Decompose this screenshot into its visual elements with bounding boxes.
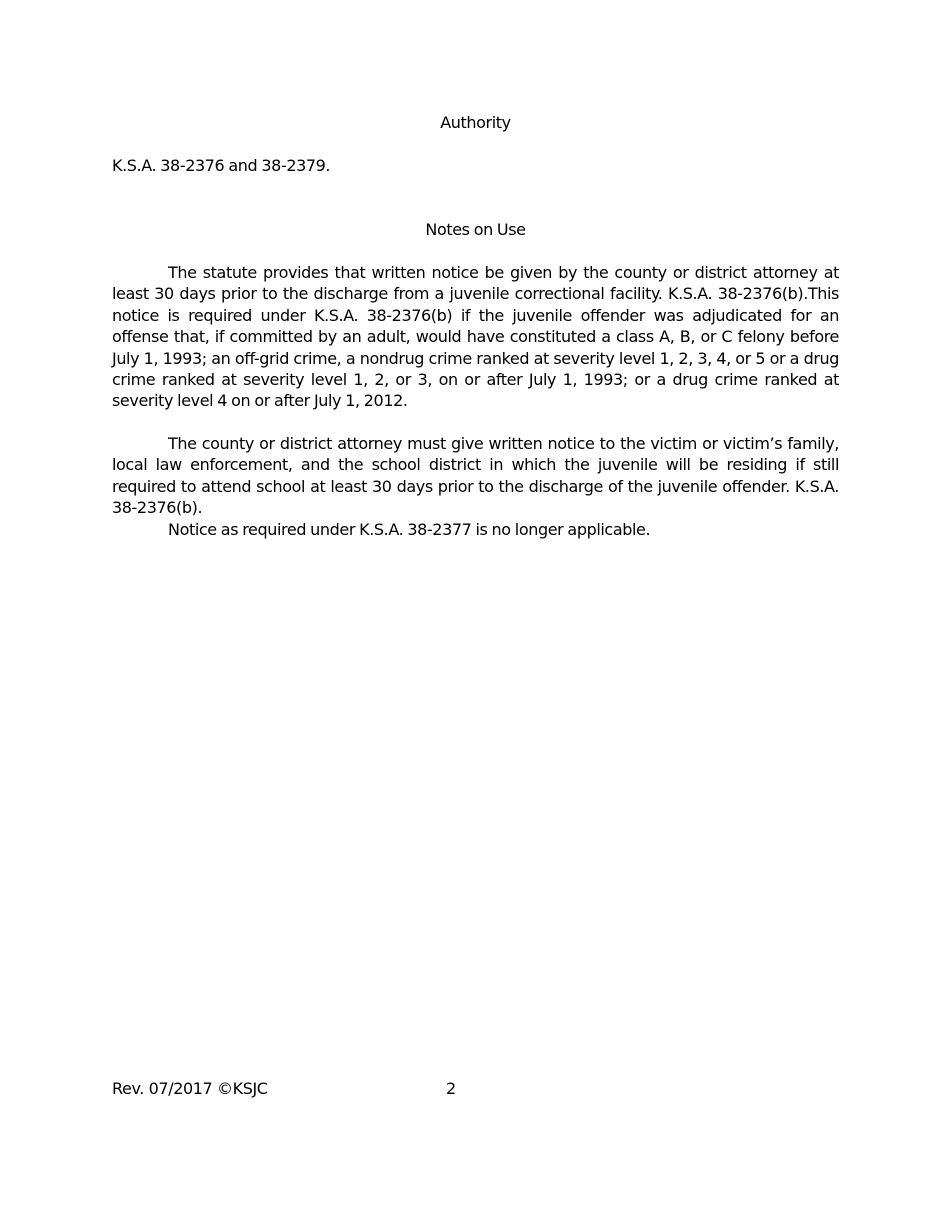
notes-on-use-heading: Notes on Use — [425, 220, 526, 239]
footer-page-number: 2 — [446, 1079, 457, 1098]
notes-paragraph-3: Notice as required under K.S.A. 38-2377 is no longer applicable. — [168, 520, 651, 539]
authority-citation: K.S.A. 38-2376 and 38-2379. — [112, 156, 331, 175]
notes-paragraph-2: The county or district attorney must give written notice to the victim or victim’s family, local law enforcement, and the school district in which the juvenile will be residing if still required to attend school at least 30 days prior to the discharge of the juvenile offender. K.S.A. 38-2376(b). — [112, 434, 839, 518]
authority-heading: Authority — [440, 113, 511, 132]
footer-revision: Rev. 07/2017 ©KSJC — [112, 1079, 268, 1098]
notes-paragraph-1: The statute provides that written notice be given by the county or district attorney at least 30 days prior to the discharge from a juvenile correctional facility. K.S.A. 38-2376(b).This notice is required under K.S.A. 38-2376(b) if the juvenile offender was adjudicated for an offense that, if committed by an adult, would have constituted a class A, B, or C felony before July 1, 1993; an off-grid crime, a nondrug crime ranked at severity level 1, 2, 3, 4, or 5 or a drug crime ranked at severity level 1, 2, or 3, on or after July 1, 1993; or a drug crime ranked at severity level 4 on or after July 1, 2012. — [112, 263, 839, 411]
